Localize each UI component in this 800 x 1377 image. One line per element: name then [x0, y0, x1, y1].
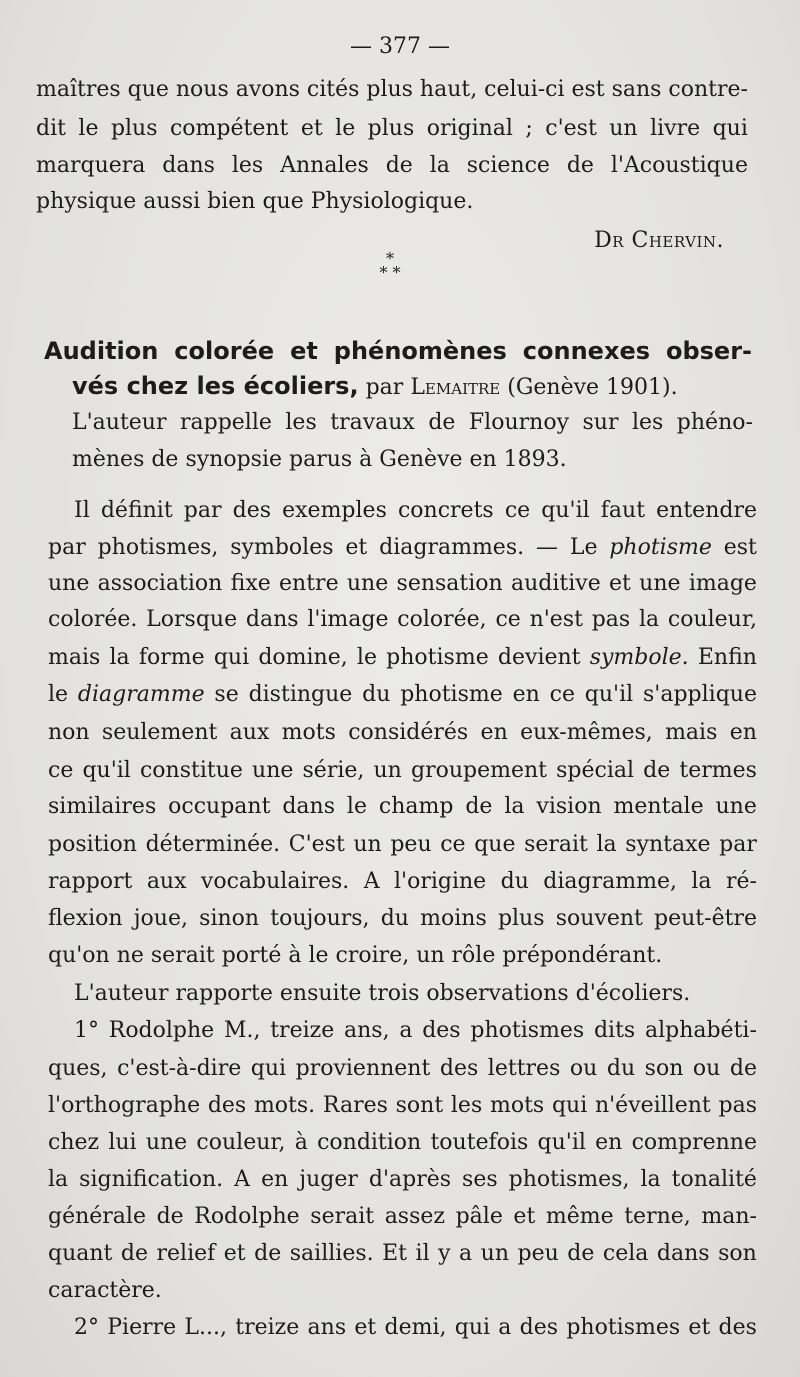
word: exemples [282, 498, 387, 523]
word: photismes [470, 1018, 585, 1043]
word: sans [611, 77, 662, 102]
word: mais [48, 645, 101, 670]
word: pas [591, 607, 631, 632]
word: devient [497, 645, 581, 670]
word: et [300, 116, 323, 141]
word: photisme [609, 535, 712, 560]
word: occupant [168, 794, 271, 819]
word: y [438, 1241, 451, 1266]
word: a [459, 1241, 473, 1266]
word: la [504, 794, 525, 819]
word: par [719, 832, 757, 857]
word: qui [551, 1093, 588, 1118]
word: un [609, 116, 638, 141]
signature: Dr Chervin. [594, 228, 724, 253]
text-line: caractère. [48, 1278, 162, 1303]
word: mais [665, 720, 718, 745]
word: diagramme, [543, 869, 677, 894]
word: le [335, 116, 356, 141]
word: par [183, 498, 222, 523]
word: dits [593, 1018, 636, 1043]
word: dans [162, 153, 215, 178]
word: ans, [344, 1018, 390, 1043]
word: dans [656, 1241, 710, 1266]
word: il [415, 1241, 430, 1266]
word: de [428, 410, 456, 435]
word: une [346, 571, 389, 596]
word: sensation [396, 571, 503, 596]
word: colorée [174, 337, 275, 365]
word: assez [384, 1204, 445, 1229]
word: livre [650, 116, 701, 141]
word: photisme [400, 682, 503, 707]
word: mentale [613, 794, 704, 819]
word: une [145, 1130, 188, 1155]
word: à [294, 1130, 308, 1155]
article-title-line-2 [72, 369, 678, 403]
word: des [232, 498, 272, 523]
word: faut [600, 498, 646, 523]
word: le [48, 682, 69, 707]
word: a [399, 1018, 413, 1043]
word: original [426, 116, 513, 141]
word: symbole. [589, 645, 689, 670]
text-line [36, 73, 748, 107]
text-line [48, 828, 757, 862]
word: en [512, 682, 540, 707]
text-line [72, 406, 753, 440]
word: — [535, 535, 558, 560]
text-line [48, 1237, 757, 1271]
word: et [345, 535, 368, 560]
word: fixe [230, 571, 271, 596]
text-line [48, 531, 757, 565]
word: une [715, 794, 757, 819]
word: forme [138, 645, 205, 670]
word: d'après [368, 1167, 452, 1192]
page-number: — 377 — [350, 34, 450, 59]
word: plus [110, 116, 158, 141]
word: colorée, [397, 607, 487, 632]
word: un [480, 1241, 510, 1266]
word: même [545, 1204, 614, 1229]
word: c'est [545, 116, 597, 141]
word: Lorsque [146, 607, 238, 632]
word: non [48, 720, 90, 745]
word: Il [74, 498, 90, 523]
text-line [74, 1311, 757, 1345]
word: les [285, 410, 317, 435]
word: qui [213, 645, 250, 670]
word: C'est [288, 832, 345, 857]
word: plus [366, 77, 413, 102]
word: chez [48, 1130, 100, 1155]
word: qui [454, 1315, 491, 1340]
word: vocabulaires. [200, 869, 350, 894]
word: ce [48, 758, 74, 783]
word: alphabéti- [644, 1018, 757, 1043]
word: n'est [529, 607, 583, 632]
word: travaux [330, 410, 415, 435]
word: toutefois [430, 1130, 529, 1155]
word: et [513, 1204, 536, 1229]
word: association [97, 571, 223, 596]
word: image [688, 571, 757, 596]
word: souvent [555, 906, 643, 931]
word: qu'il [584, 682, 634, 707]
word: l'orthographe [48, 1093, 201, 1118]
word: un [373, 758, 402, 783]
word: rapport [48, 869, 133, 894]
word: et [290, 337, 318, 365]
word: serait [524, 832, 588, 857]
word: similaires [48, 794, 157, 819]
word: en [595, 1130, 623, 1155]
word: celui-ci [484, 77, 565, 102]
word: le [346, 794, 367, 819]
word: Et [382, 1241, 408, 1266]
word: Rares [322, 1093, 388, 1118]
word: et [354, 1315, 377, 1340]
word: son [644, 1056, 684, 1081]
word: serait [310, 1204, 375, 1229]
asterism-separator: * * * [379, 249, 401, 282]
word: distingue [248, 682, 353, 707]
word: des [718, 1315, 757, 1340]
word: qui [712, 116, 748, 141]
word: cités [306, 77, 360, 102]
text-line [48, 754, 757, 788]
word: pâle [455, 1204, 503, 1229]
word: une [252, 758, 294, 783]
word: est [571, 77, 605, 102]
word: compétent [169, 116, 289, 141]
word: contre- [668, 77, 748, 102]
text-line [48, 641, 757, 675]
word: 1° [74, 1018, 99, 1043]
word: condition [317, 1130, 422, 1155]
word: l'origine [394, 869, 487, 894]
word: couleur, [667, 607, 757, 632]
word: de [465, 794, 493, 819]
text-line [48, 567, 757, 601]
article-title-line-1 [44, 334, 752, 368]
word: des [439, 1056, 479, 1081]
word: diagrammes. [379, 535, 525, 560]
word: dans [245, 607, 299, 632]
word: auditive [511, 571, 601, 596]
word: n'éveillent [594, 1093, 711, 1118]
word: colorée. [48, 607, 138, 632]
word: ; [525, 116, 533, 141]
word: entendre [656, 498, 757, 523]
word: moins [420, 906, 487, 931]
word: M., [223, 1018, 261, 1043]
word: Flournoy [468, 410, 569, 435]
word: L'auteur [72, 410, 167, 435]
text-line [48, 1163, 757, 1197]
word: eux-mêmes, [520, 720, 653, 745]
word: mots [489, 1093, 545, 1118]
word: est [723, 535, 757, 560]
word: mots. [253, 1093, 316, 1118]
word: entre [279, 571, 339, 596]
word: qui [250, 1056, 287, 1081]
text-line [48, 678, 757, 712]
word: termes [679, 758, 757, 783]
word: un [353, 832, 382, 857]
word: comprenne [631, 1130, 757, 1155]
paragraph: L'auteur rapporte ensuite trois observations d'écoliers. [74, 981, 691, 1006]
word: ans [307, 1315, 347, 1340]
word: cela [602, 1241, 649, 1266]
word: les [450, 1093, 483, 1118]
word: treize [270, 1018, 335, 1043]
text-line: mènes de synopsie parus à Genève en 1893. [72, 447, 567, 472]
word: phénomènes [333, 337, 507, 365]
word: aux [229, 720, 270, 745]
word: proviennent [295, 1056, 431, 1081]
text-line [48, 716, 757, 750]
word: symboles [230, 535, 334, 560]
article-author: Lemaitre [410, 375, 501, 400]
word: relief [156, 1241, 216, 1266]
word: Audition [44, 337, 159, 365]
word: domine, [258, 645, 348, 670]
article-source: (Genève 1901). [507, 375, 678, 400]
word: la [596, 832, 617, 857]
word: l'Acoustique [610, 153, 748, 178]
word: phéno- [676, 410, 753, 435]
word: que [127, 77, 169, 102]
word: connexes [522, 337, 651, 365]
word: photismes [566, 1315, 681, 1340]
word: le [356, 645, 377, 670]
word: tonalité [671, 1167, 757, 1192]
word: une [639, 571, 681, 596]
text-line [48, 865, 757, 899]
word: avons [235, 77, 300, 102]
word: de [254, 1241, 282, 1266]
word: de [567, 1241, 595, 1266]
text-line: qu'on ne serait porté à le croire, un rôle prépondérant. [48, 943, 663, 968]
word: dans [282, 794, 335, 819]
word: de [643, 758, 671, 783]
word: la [691, 869, 712, 894]
text-line [48, 1052, 757, 1086]
word: son [718, 1241, 757, 1266]
word: photisme [386, 645, 489, 670]
text-line: physique aussi bien que Physiologique. [36, 189, 474, 214]
word: haut, [419, 77, 478, 102]
word: L..., [184, 1315, 228, 1340]
word: des [207, 1093, 247, 1118]
word: ses [462, 1167, 498, 1192]
word: ré- [725, 869, 757, 894]
word: Annales [280, 153, 369, 178]
word: s'applique [643, 682, 757, 707]
word: déterminée. [145, 832, 281, 857]
word: plus [367, 116, 415, 141]
word: des [519, 1315, 559, 1340]
word: science [466, 153, 550, 178]
word: de [566, 153, 594, 178]
word: spécial [556, 758, 635, 783]
text-line [48, 603, 757, 637]
word: ce [504, 498, 531, 523]
text-line [36, 149, 748, 183]
word: obser- [665, 337, 752, 365]
word: la [109, 645, 130, 670]
word: la [429, 153, 450, 178]
word: syntaxe [625, 832, 711, 857]
word: flexion [48, 906, 123, 931]
word: Pierre [107, 1315, 177, 1340]
word: aux [146, 869, 187, 894]
word: man- [701, 1204, 757, 1229]
word: les [231, 153, 264, 178]
word: du [362, 682, 391, 707]
word: ce [549, 682, 575, 707]
word: du [500, 869, 529, 894]
word: se [214, 682, 239, 707]
word: qu'il [82, 758, 131, 783]
word: le [78, 116, 99, 141]
word: lui [108, 1130, 137, 1155]
word: position [48, 832, 137, 857]
word: mots [281, 720, 336, 745]
text-line [48, 902, 757, 936]
word: pas [718, 1093, 757, 1118]
word: Le [569, 535, 598, 560]
word: 2° [74, 1315, 99, 1340]
word: toujours, [270, 906, 370, 931]
word: vision [536, 794, 602, 819]
word: série, [302, 758, 365, 783]
word: en [261, 1167, 289, 1192]
word: photismes, [508, 1167, 630, 1192]
text-line [48, 790, 757, 824]
word: demi, [384, 1315, 447, 1340]
word: juger [299, 1167, 358, 1192]
word: et [688, 1315, 711, 1340]
word: photismes, [97, 535, 219, 560]
word: peu [390, 832, 432, 857]
word: constitue [139, 758, 243, 783]
word: la [48, 1167, 69, 1192]
word: joue, [133, 906, 188, 931]
word: sont [395, 1093, 444, 1118]
word: plus [497, 906, 545, 931]
word: lettres [487, 1056, 561, 1081]
word: marquera [36, 153, 146, 178]
word: l'image [307, 607, 389, 632]
word: des [422, 1018, 461, 1043]
word: générale [48, 1204, 146, 1229]
word: treize [235, 1315, 300, 1340]
word: considérés [348, 720, 469, 745]
word: de [120, 1241, 148, 1266]
word: Enfin [697, 645, 757, 670]
word: Rodolphe [108, 1018, 215, 1043]
word: la [638, 607, 660, 632]
word: du [380, 906, 409, 931]
article-by: par [365, 375, 404, 400]
word: de [385, 153, 413, 178]
word: et [609, 571, 631, 596]
word: Rodolphe [194, 1204, 300, 1229]
article-title-end: vés chez les écoliers, [72, 372, 359, 400]
text-line [48, 1200, 757, 1234]
word: ques, [48, 1056, 108, 1081]
word: c'est-à-dire [117, 1056, 242, 1081]
text-line [48, 1126, 757, 1160]
text-line [74, 1014, 757, 1048]
word: qu'il [541, 498, 590, 523]
word: qu'il [537, 1130, 586, 1155]
word: saillies. [289, 1241, 374, 1266]
word: couleur, [196, 1130, 286, 1155]
word: groupement [410, 758, 547, 783]
word: ce [440, 832, 466, 857]
word: a [498, 1315, 512, 1340]
word: de [156, 1204, 184, 1229]
word: ou [692, 1056, 721, 1081]
word: seulement [101, 720, 218, 745]
word: concrets [397, 498, 494, 523]
word: peu [517, 1241, 559, 1266]
word: ou [569, 1056, 598, 1081]
word: maîtres [36, 77, 121, 102]
word: et [223, 1241, 246, 1266]
word: de [729, 1056, 757, 1081]
word: définit [100, 498, 173, 523]
word: diagramme [77, 682, 205, 707]
word: la [640, 1167, 661, 1192]
word: du [606, 1056, 636, 1081]
word: les [631, 410, 664, 435]
word: A [234, 1167, 251, 1192]
word: champ [378, 794, 454, 819]
word: que [474, 832, 516, 857]
word: ce [495, 607, 521, 632]
word: peut-être [654, 906, 757, 931]
word: sur [582, 410, 619, 435]
text-line [48, 1089, 757, 1123]
word: dit [36, 116, 66, 141]
word: une [48, 571, 90, 596]
word: nous [175, 77, 229, 102]
word: terne, [624, 1204, 691, 1229]
text-line [74, 494, 757, 528]
word: rappelle [179, 410, 272, 435]
word: A [363, 869, 380, 894]
text-line [36, 112, 748, 146]
word: sinon [199, 906, 260, 931]
word: par [48, 535, 86, 560]
word: en [480, 720, 508, 745]
word: signification. [79, 1167, 224, 1192]
word: quant [48, 1241, 113, 1266]
word: en [729, 720, 757, 745]
